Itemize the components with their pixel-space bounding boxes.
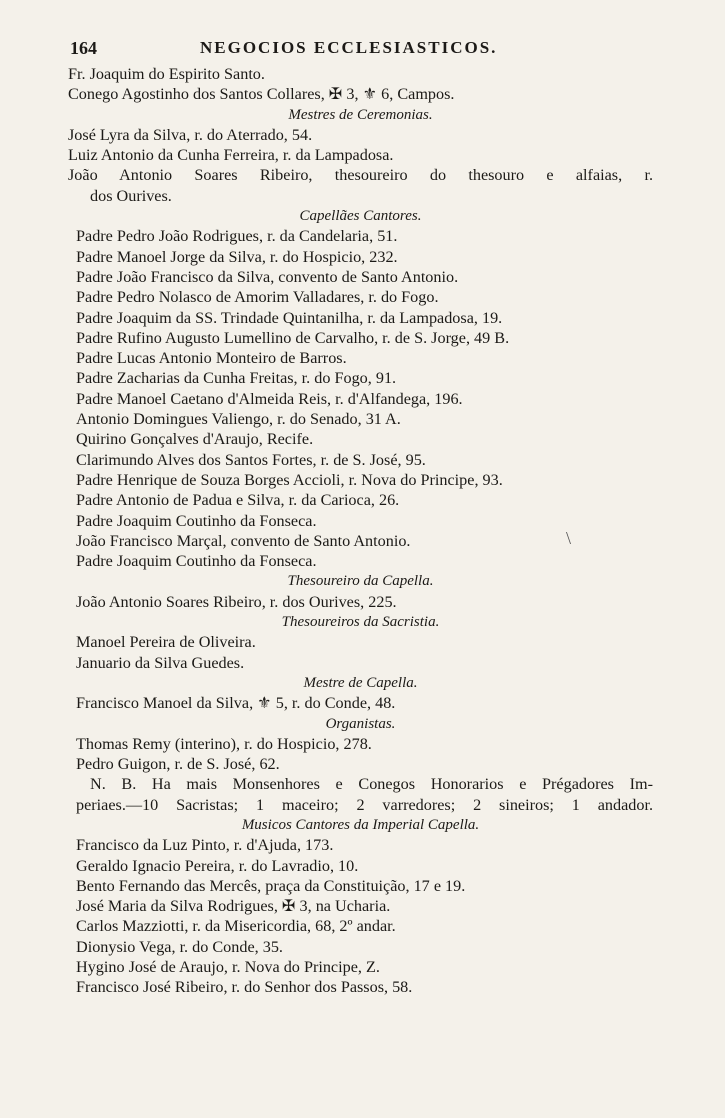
text-line: Padre Joaquim Coutinho da Fonseca.: [76, 552, 317, 571]
text-line: Conego Agostinho dos Santos Collares, ✠ 3, ⚜ 6, Campos.: [68, 85, 455, 104]
text-line: Padre Zacharias da Cunha Freitas, r. do Fogo, 91.: [76, 369, 397, 388]
text-line: N. B. Ha mais Monsenhores e Conegos Honorarios e Prégadores Im-: [90, 775, 653, 794]
text-line: dos Ourives.: [90, 186, 172, 205]
text-line: Padre Manoel Jorge da Silva, r. do Hospicio, 232.: [76, 247, 398, 266]
text-line: Padre Antonio de Padua e Silva, r. da Carioca, 26.: [76, 491, 400, 510]
text-line: Carlos Mazziotti, r. da Misericordia, 68, 2º andar.: [76, 917, 396, 936]
text-line: Padre Pedro Nolasco de Amorim Valladares, r. do Fogo.: [76, 288, 439, 307]
text-line: Pedro Guigon, r. de S. José, 62.: [76, 755, 280, 774]
text-line: Dionysio Vega, r. do Conde, 35.: [76, 937, 283, 956]
stray-mark: \: [566, 528, 572, 548]
text-line: Hygino José de Araujo, r. Nova do Principe, Z.: [76, 958, 380, 977]
page-header: [0, 36, 725, 64]
text-line: Francisco José Ribeiro, r. do Senhor dos Passos, 58.: [76, 978, 413, 997]
section-heading: Thesoureiro da Capella.: [287, 573, 434, 590]
running-title: NEGOCIOS ECCLESIASTICOS.: [200, 38, 498, 57]
text-line: Manoel Pereira de Oliveira.: [76, 633, 256, 652]
text-line: Clarimundo Alves dos Santos Fortes, r. de S. José, 95.: [76, 450, 426, 469]
text-line: José Lyra da Silva, r. do Aterrado, 54.: [68, 125, 313, 144]
text-line: Luiz Antonio da Cunha Ferreira, r. da Lampadosa.: [68, 146, 394, 165]
text-line: Padre João Francisco da Silva, convento de Santo Antonio.: [76, 267, 459, 286]
text-line: Padre Pedro João Rodrigues, r. da Candelaria, 51.: [76, 227, 398, 246]
text-line: João Francisco Marçal, convento de Santo Antonio.: [76, 531, 411, 550]
section-heading: Thesoureiros da Sacristia.: [281, 614, 440, 631]
text-line: Antonio Domingues Valiengo, r. do Senado, 31 A.: [76, 410, 401, 429]
text-line: Padre Rufino Augusto Lumellino de Carvalho, r. de S. Jorge, 49 B.: [76, 328, 510, 347]
text-line: Francisco da Luz Pinto, r. d'Ajuda, 173.: [76, 836, 334, 855]
text-line: Quirino Gonçalves d'Araujo, Recife.: [76, 430, 314, 449]
page-number: 164: [70, 38, 97, 58]
section-heading: Mestre de Capella.: [303, 674, 418, 691]
section-heading: Capellães Cantores.: [299, 208, 422, 225]
text-line: Francisco Manoel da Silva, ⚜ 5, r. do Conde, 48.: [76, 694, 396, 713]
text-line: José Maria da Silva Rodrigues, ✠ 3, na Ucharia.: [76, 897, 391, 916]
text-line: João Antonio Soares Ribeiro, thesoureiro do thesouro e alfaias, r.: [68, 166, 653, 185]
text-line: Padre Joaquim Coutinho da Fonseca.: [76, 511, 317, 530]
text-line: Thomas Remy (interino), r. do Hospicio, 278.: [76, 734, 372, 753]
text-line: Geraldo Ignacio Pereira, r. do Lavradio, 10.: [76, 856, 359, 875]
text-line: Padre Henrique de Souza Borges Accioli, r. Nova do Principe, 93.: [76, 470, 503, 489]
text-line: Padre Joaquim da SS. Trindade Quintanilha, r. da Lampadosa, 19.: [76, 308, 503, 327]
text-line: periaes.—10 Sacristas; 1 maceiro; 2 varredores; 2 sineiros; 1 andador.: [76, 795, 653, 814]
text-line: Padre Lucas Antonio Monteiro de Barros.: [76, 349, 347, 368]
text-line: João Antonio Soares Ribeiro, r. dos Ourives, 225.: [76, 592, 397, 611]
section-heading: Organistas.: [325, 715, 396, 732]
text-line: Fr. Joaquim do Espirito Santo.: [68, 65, 265, 83]
section-heading: Musicos Cantores da Imperial Capella.: [241, 816, 480, 833]
text-line: Januario da Silva Guedes.: [76, 653, 245, 672]
text-line: Padre Manoel Caetano d'Almeida Reis, r. d'Alfandega, 196.: [76, 389, 463, 408]
text-line: Bento Fernando das Mercês, praça da Constituição, 17 e 19.: [76, 876, 466, 895]
section-heading: Mestres de Ceremonias.: [288, 106, 433, 123]
